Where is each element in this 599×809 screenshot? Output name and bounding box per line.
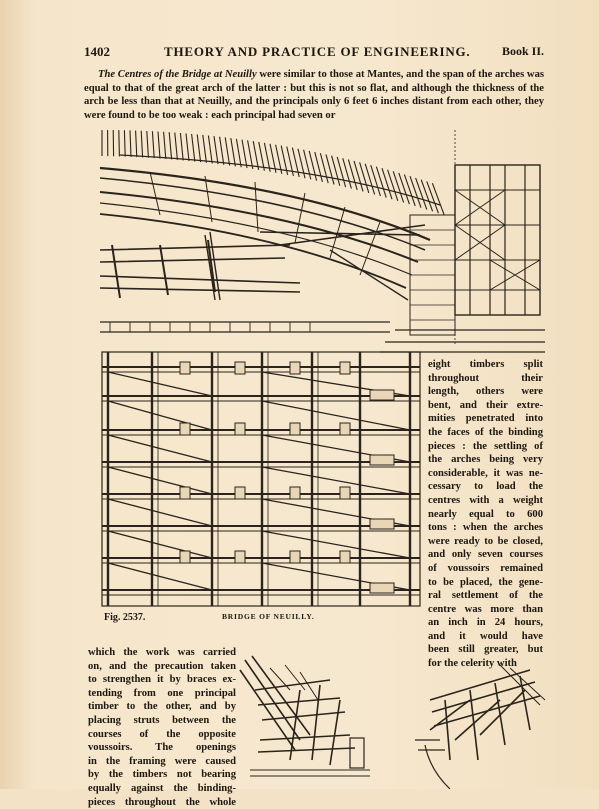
text-line: throughout their: [428, 372, 543, 386]
text-line: on, and the precaution taken: [88, 660, 236, 674]
text-line: of voussoirs remained: [428, 562, 543, 576]
text-line: timber to the other, and by: [88, 700, 236, 714]
text-line: courses of the opposite: [88, 728, 236, 742]
text-line: nearly equal to 600: [428, 508, 543, 522]
text-line: the arches being very: [428, 453, 543, 467]
text-line: to be placed, the gene-: [428, 576, 543, 590]
text-line: equally against the binding-: [88, 782, 236, 796]
text-line: and it would have: [428, 630, 543, 644]
text-line: cessary to load the: [428, 480, 543, 494]
text-line: been still greater, but: [428, 643, 543, 657]
text-line: length, others were: [428, 385, 543, 399]
text-line: eight timbers split: [428, 358, 543, 372]
text-line: pieces : the settling of: [428, 440, 543, 454]
text-line: pieces throughout the whole: [88, 796, 236, 809]
text-line: the faces of the binding: [428, 426, 543, 440]
text-line: in the framing were caused: [88, 755, 236, 769]
text-line: and only seven courses: [428, 548, 543, 562]
text-line: an inch in 24 hours,: [428, 616, 543, 630]
text-line: voussoirs. The openings: [88, 741, 236, 755]
text-line: considerable, it was ne-: [428, 467, 543, 481]
text-line: by the timbers not bearing: [88, 768, 236, 782]
book-number: Book II.: [502, 44, 544, 59]
text-line: which the work was carried: [88, 646, 236, 660]
right-column-text: [428, 358, 543, 671]
text-line: for the celerity with: [428, 657, 543, 671]
text-line: ral settlement of the: [428, 589, 543, 603]
intro-text: were similar to those at Mantes, and the span of the arches was equal to that of the great arch of the latter : but this is not so flat, and although the thickness of the arch be less than that at Neuilly, and the principals only 6 feet 6 inches distant from each other, they were found to be too weak : each principal had seven or: [84, 69, 544, 121]
text-line: were ready to be closed,: [428, 535, 543, 549]
page-number: 1402: [84, 44, 110, 60]
text-line: centres with a weight: [428, 494, 543, 508]
text-line: mities penetrated into: [428, 412, 543, 426]
text-line: tending from one principal: [88, 687, 236, 701]
text-line: to strengthen it by braces ex-: [88, 673, 236, 687]
text-line: tons : when the arches: [428, 521, 543, 535]
figure-caption: BRIDGE OF NEUILLY.: [222, 612, 315, 621]
text-line: bent, and their extre-: [428, 399, 543, 413]
running-title: THEORY AND PRACTICE OF ENGINEERING.: [164, 44, 470, 60]
text-line: placing struts between the: [88, 714, 236, 728]
left-column-text: [88, 646, 236, 809]
text-line: centre was more than: [428, 603, 543, 617]
figure-number: Fig. 2537.: [104, 612, 145, 623]
intro-lead-italic: The Centres of the Bridge at Neuilly: [98, 69, 257, 80]
